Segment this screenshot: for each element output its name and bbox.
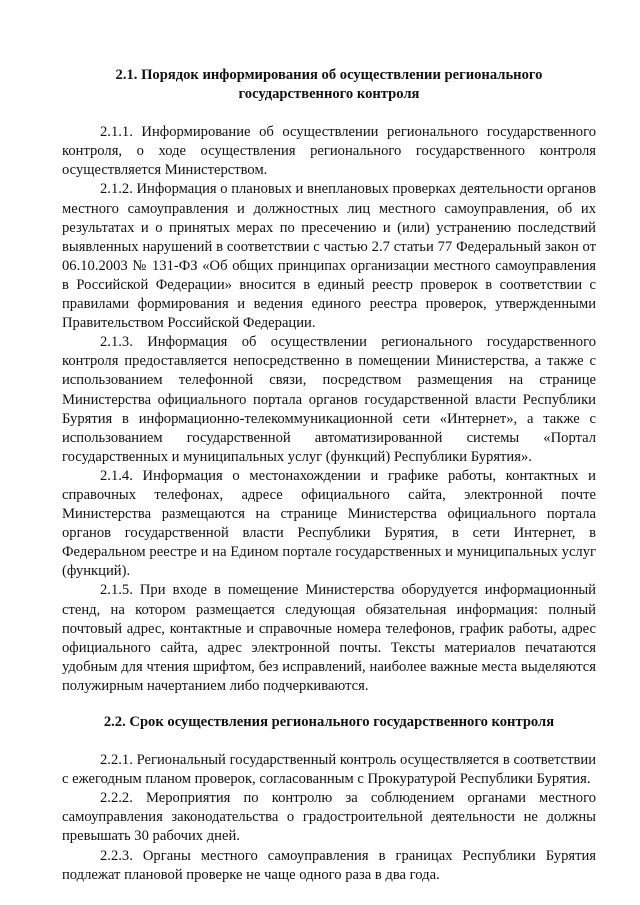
section-heading-2-1-line2: государственного контроля — [238, 86, 420, 103]
paragraph-2-1-1: 2.1.1. Информирование об осуществлении регионального государственного контроля, о ходе осуществления регионального государственного контроля осуществляется Министерством. — [62, 124, 596, 179]
paragraph-2-1-5: 2.1.5. При входе в помещение Министерства оборудуется информационный стенд, на котором размещается следующая обязательная информация: полный почтовый адрес, контактные и справочные номера телефонов, график работы, адрес официального сайта, адрес электронной почты. Тексты материалов печатаются удобным для чтения шрифтом, без исправлений, наиболее важные места выделяются полужирным начертанием либо подчеркиваются. — [62, 582, 596, 694]
paragraph-2-1-4: 2.1.4. Информация о местонахождении и графике работы, контактных и справочных телефонах, адресе официального сайта, электронной почте Министерства размещаются на странице Министерства официального портала органов государственной власти Республики Бурятия, в сети Интернет, в Федеральном реестре и на Едином портале государственных и муниципальных услуг (функций). — [62, 467, 596, 580]
paragraph-2-2-2: 2.2.2. Мероприятия по контролю за соблюдением органами местного самоуправления законодательства о градостроительной деятельности не должны превышать 30 рабочих дней. — [62, 790, 596, 845]
paragraph-2-2-1: 2.2.1. Региональный государственный контроль осуществляется в соответствии с ежегодным планом проверок, согласованным с Прокуратурой Республики Бурятия. — [62, 752, 596, 788]
paragraph-2-1-2: 2.1.2. Информация о плановых и внеплановых проверках деятельности органов местного самоуправления и должностных лиц местного самоуправления, об их результатах и о принятых мерах по пресечению и (или) устранению последствий выявленных нарушений в соответствии с частью 2.7 статьи 77 Федеральный закон от 06.10.2003 № 131-ФЗ «Об общих принципах организации местного самоуправления в Российской Федерации» вносится в единый реестр проверок в соответствии с правилами формирования и ведения единого реестра проверок, утвержденными Правительством Российской Федерации. — [62, 181, 596, 332]
section-heading-2-1-line1: 2.1. Порядок информирования об осуществлении регионального — [115, 67, 543, 83]
paragraph-2-1-3: 2.1.3. Информация об осуществлении регионального государственного контроля предоставляется непосредственно в помещении Министерства, а также с использованием телефонной связи, посредством размещения на странице Министерства официального портала органов государственной власти Республики Бурятия в информационно-телекоммуникационной сети «Интернет», а также с использованием государственной автоматизированной системы «Портал государственных и муниципальных услуг (функций) Республики Бурятия». — [62, 334, 596, 465]
section-heading-2-2: 2.2. Срок осуществления регионального государственного контроля — [103, 714, 555, 730]
paragraph-2-2-3: 2.2.3. Органы местного самоуправления в границах Республики Бурятия подлежат плановой проверке не чаще одного раза в два года. — [62, 847, 596, 883]
section-heading-2-1 — [62, 66, 596, 104]
